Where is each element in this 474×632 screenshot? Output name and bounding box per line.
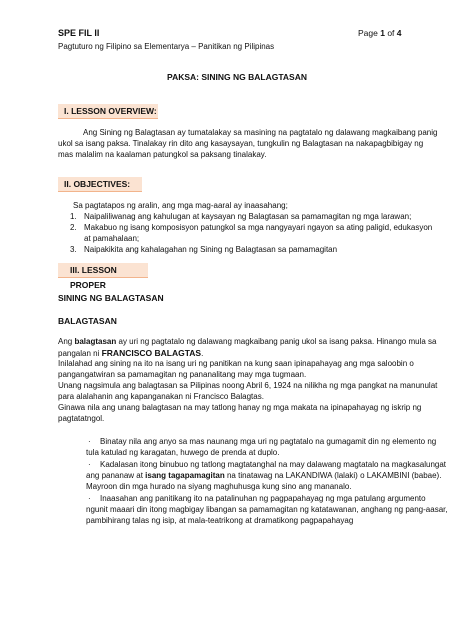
text-run: Ang <box>58 337 75 346</box>
proper-line-5: Ginawa nila ang unang balagtasan na may tatlong hanay ng mga makata na ipinapahayag ng iskrip ng <box>58 403 422 412</box>
objective-text-1: Naipaliliwanag ang kahulugan at kaysayan ng Balagtasan sa pamamagitan ng mga larawan; <box>84 212 412 221</box>
proper-line-2: pangangatwiran sa pamamagitan ng pananalitang may mga tugmaan. <box>58 370 307 379</box>
objective-item-2-cont <box>70 234 139 245</box>
topic-title: PAKSA: SINING NG BALAGTASAN <box>167 72 307 82</box>
section-heading-overview: I. LESSON OVERVIEW: <box>58 104 158 119</box>
section-heading-proper: III. LESSON PROPER <box>58 263 148 278</box>
objective-num-2: 2. <box>70 223 77 232</box>
proper-para-1-line-1 <box>58 337 436 348</box>
term-balagtasan: balagtasan <box>74 337 117 346</box>
objective-item-2 <box>70 223 432 234</box>
objective-item-3 <box>70 245 337 256</box>
proper-para-1-line-2 <box>58 348 203 360</box>
overview-line-2: ukol sa isang paksa. Tinalakay rin dito ang kasaysayan, tungkulin ng Balagtasan na nakapagbibigay ng <box>58 139 424 148</box>
text-run: pangalan ni <box>58 349 102 358</box>
section-heading-objectives: II. OBJECTIVES: <box>58 177 142 192</box>
overview-line-1: Ang Sining ng Balagtasan ay tumatalakay sa masining na pagtatalo ng dalawang magkaibang panig <box>83 128 438 137</box>
proper-line-4: para alalahanin ang kapanganakan ni Francisco Balagtas. <box>58 392 264 401</box>
bullet-3-line-1: Inaasahan ang panitikang ito na patalinuhan ng pagpapahayag ng mga patulang argumento <box>100 494 426 503</box>
text-run: . <box>201 349 204 358</box>
objective-num-3: 3. <box>70 245 77 254</box>
objective-text-2b: at pamahalaan; <box>84 234 140 243</box>
bullet-3-line-3: pambihirang talas ng isip, at mala-teatrikong at dramatikong pagpapahayag <box>86 516 354 525</box>
page-prefix: Page <box>358 28 381 38</box>
bullet-2-mark: · <box>88 460 91 469</box>
bullet-2-line-2 <box>86 471 441 482</box>
page-total: 4 <box>396 28 402 38</box>
bullet-1-mark: · <box>88 437 91 446</box>
objective-item-1 <box>70 212 411 223</box>
proper-line-6: pagtatatngol. <box>58 414 105 423</box>
term-tagapamagitan: isang tagapamagitan <box>145 471 225 480</box>
bullet-2-line-1: Kadalasan itong binubuo ng tatlong magtatanghal na may dalawang magtatalo na magkasalungat <box>100 460 447 469</box>
bullet-1-line-1: Binatay nila ang anyo sa mas naunang mga uri ng pagtatalo na gumagamit din ng elemento ng <box>100 437 437 446</box>
bullet-3-line-2: ngunit maaari din itong magbigay libangan sa pamamagitan ng katatawanan, anghang ng pang-aasar, <box>86 505 448 514</box>
name-francisco-balagtas: FRANCISCO BALAGTAS <box>101 348 202 358</box>
objective-text-2: Makabuo ng isang komposisyon patungkol sa mga nangyayari ngayon sa ating paligid, edukasyon <box>84 223 433 232</box>
proper-line-1: Inilalahad ang sining na ito na isang uri ng panitikan na kung saan ipinapahayag ang mga saloobin o <box>58 359 414 368</box>
page-of: of <box>384 28 397 38</box>
proper-title-1: SINING NG BALAGTASAN <box>58 293 164 303</box>
page-current: 1 <box>380 28 385 38</box>
bullet-1-line-2: tula katulad ng karagatan, huwego de prenda at duplo. <box>86 448 280 457</box>
text-run: ay uri ng pagtatalo ng dalawang magkaibang panig ukol sa isang paksa. Hinango mula sa <box>116 337 437 346</box>
text-run: ang pananaw at <box>86 471 146 480</box>
overview-line-3: mas malalim na kaalaman patungkol sa paksang tinalakay. <box>58 150 267 159</box>
course-subtitle: Pagtuturo ng Filipino sa Elementarya – Panitikan ng Pilipinas <box>58 42 275 51</box>
bullet-3-mark: · <box>88 494 91 503</box>
objective-text-3: Naipakikita ang kahalagahan ng Sining ng Balagtasan sa pamamagitan <box>84 245 338 254</box>
proper-line-3: Unang nagsimula ang balagtasan sa Pilipinas noong Abril 6, 1924 na nilikha ng mga pangkat na manunulat <box>58 381 438 390</box>
proper-title-2: BALAGTASAN <box>58 316 117 326</box>
objective-num-1: 1. <box>70 212 77 221</box>
objectives-intro: Sa pagtatapos ng aralin, ang mga mag-aaral ay inaasahang; <box>73 201 288 210</box>
text-run: na tinatawag na LAKANDIWA (lalaki) o LAKAMBINI (babae). <box>224 471 442 480</box>
bullet-2-line-3: Mayroon din mga hurado na siyang maghuhusga kung sino ang mananalo. <box>86 482 352 491</box>
course-code: SPE FIL II <box>58 28 100 38</box>
page-number <box>358 28 402 38</box>
